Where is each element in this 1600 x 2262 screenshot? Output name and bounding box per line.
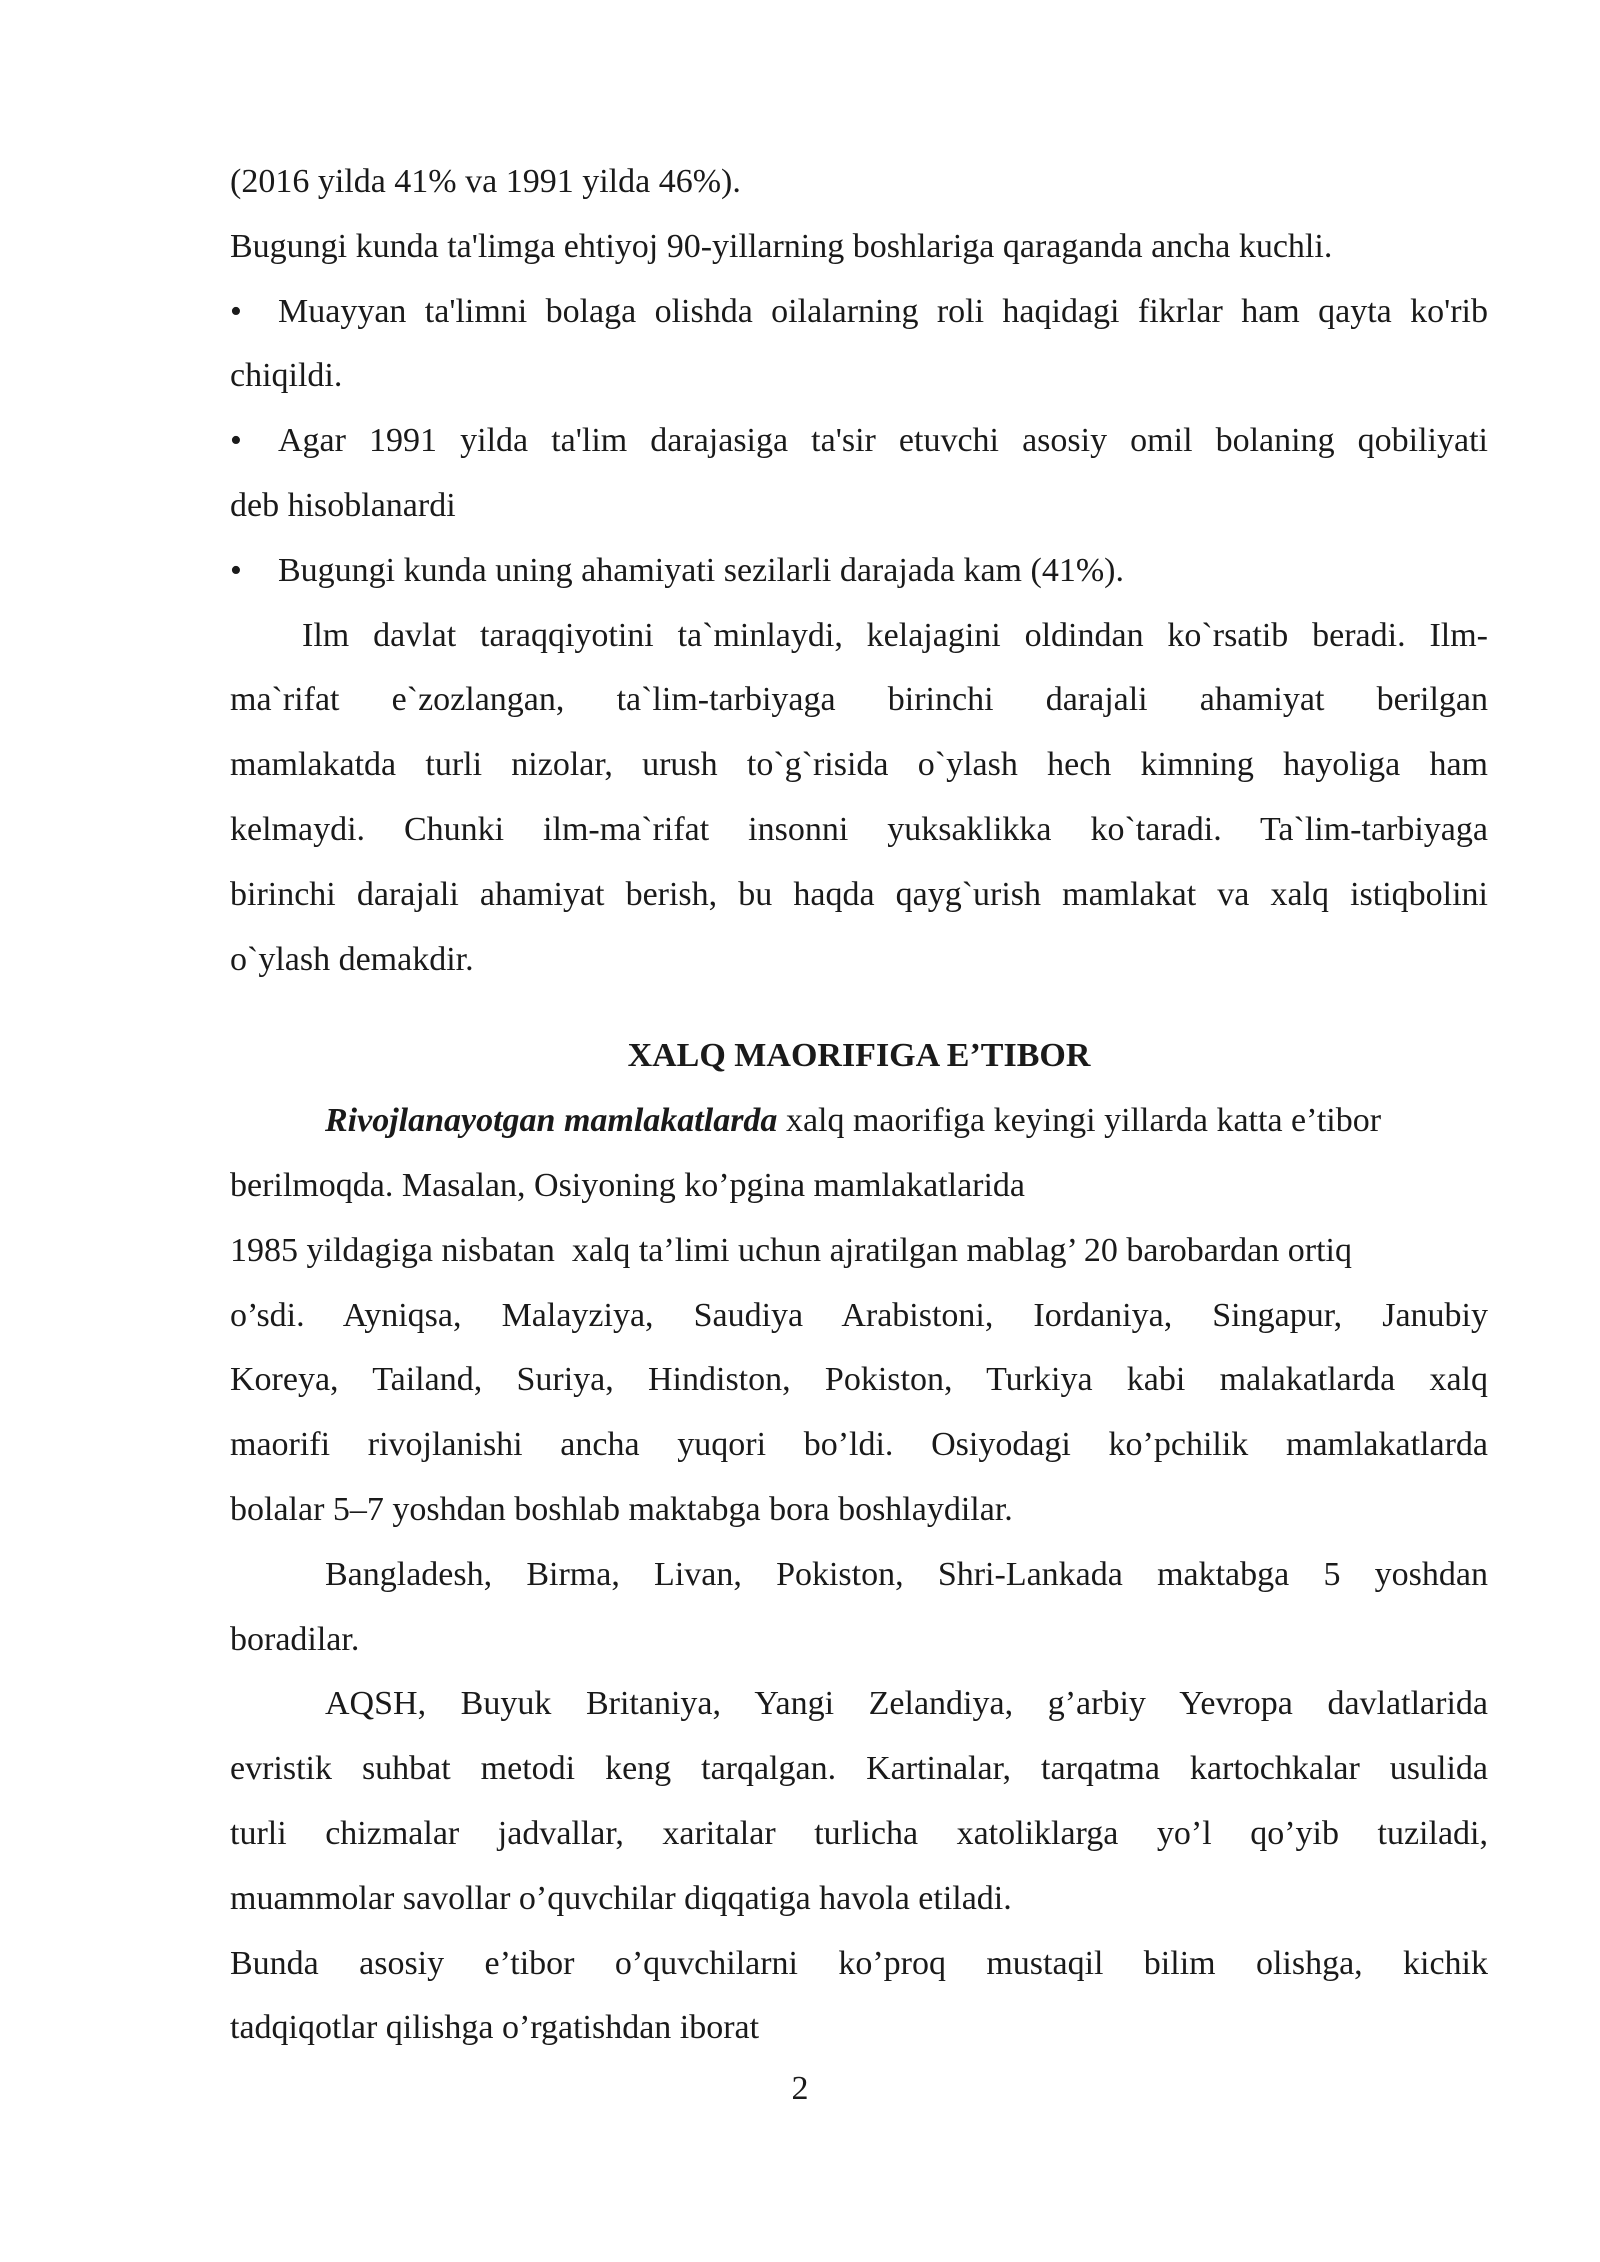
paragraph-line	[230, 1672, 1488, 1737]
section-heading: XALQ MAORIFIGA E’TIBOR	[627, 1037, 1091, 1075]
paragraph-line	[230, 1089, 1488, 1154]
paragraph-line	[230, 604, 1488, 669]
paragraph-line: berilmoqda. Masalan, Osiyoning ko’pgina mamlakatlarida	[230, 1166, 1026, 1204]
bullet-marker: •	[230, 292, 242, 330]
paragraph-line: birinchi darajali ahamiyat berish, bu haqda qayg`urish mamlakat va xalq istiqbolini	[230, 875, 1488, 913]
paragraph-line: turli chizmalar jadvallar, xaritalar turlicha xatoliklarga yo’l qo’yib tuziladi,	[230, 1814, 1488, 1852]
paragraph-line: muammolar savollar o’quvchilar diqqatiga havola etiladi.	[230, 1879, 1012, 1917]
text-line: chiqildi.	[230, 357, 343, 395]
bullet-marker: •	[230, 422, 242, 460]
bullet-text: Muayyan ta'limni bolaga olishda oilalarning roli haqidagi fikrlar ham qayta ko'rib	[278, 292, 1488, 330]
bullet-item	[230, 539, 1488, 604]
paragraph-line: boradilar.	[230, 1620, 360, 1658]
paragraph-text: Ilm davlat taraqqiyotini ta`minlaydi, kelajagini oldindan ko`rsatib beradi. Ilm-	[302, 616, 1488, 654]
paragraph-text: Bangladesh, Birma, Livan, Pokiston, Shri-Lankada maktabga 5 yoshdan	[325, 1555, 1488, 1593]
emphasis-text: Rivojlanayotgan mamlakatlarda	[325, 1102, 778, 1140]
paragraph-line: maorifi rivojlanishi ancha yuqori bo’ldi. Osiyodagi ko’pchilik mamlakatlarda	[230, 1426, 1488, 1464]
text-line: deb hisoblanardi	[230, 486, 456, 524]
paragraph-line: mamlakatda turli nizolar, urush to`g`risida o`ylash hech kimning hayoliga ham	[230, 746, 1488, 784]
bullet-item	[230, 409, 1488, 474]
paragraph-line	[230, 1543, 1488, 1608]
text-line: (2016 yilda 41% va 1991 yilda 46%).	[230, 163, 741, 200]
bullet-item	[230, 280, 1488, 345]
bullet-text: Agar 1991 yilda ta'lim darajasiga ta'sir etuvchi asosiy omil bolaning qobiliyati	[278, 422, 1488, 460]
paragraph-text: AQSH, Buyuk Britaniya, Yangi Zelandiya, g’arbiy Yevropa davlatlarida	[325, 1685, 1488, 1723]
paragraph-line: o’sdi. Ayniqsa, Malayziya, Saudiya Arabistoni, Iordaniya, Singapur, Janubiy	[230, 1296, 1488, 1334]
paragraph-text: xalq maorifiga keyingi yillarda katta e’tibor	[777, 1102, 1382, 1140]
page-number: 2	[791, 2070, 809, 2107]
paragraph-line: evristik suhbat metodi keng tarqalgan. Kartinalar, tarqatma kartochkalar usulida	[230, 1750, 1488, 1788]
paragraph-line: Koreya, Tailand, Suriya, Hindiston, Pokiston, Turkiya kabi malakatlarda xalq	[230, 1361, 1488, 1399]
paragraph-line: ma`rifat e`zozlangan, ta`lim-tarbiyaga birinchi darajali ahamiyat berilgan	[230, 681, 1488, 719]
paragraph-line: 1985 yildagiga nisbatan xalq ta’limi uchun ajratilgan mablag’ 20 barobardan ortiq	[230, 1231, 1352, 1269]
document-page	[230, 150, 1488, 2061]
paragraph-line: Bunda asosiy e’tibor o’quvchilarni ko’proq mustaqil bilim olishga, kichik	[230, 1944, 1488, 1982]
paragraph-line: kelmaydi. Chunki ilm-ma`rifat insonni yuksaklikka ko`taradi. Ta`lim-tarbiyaga	[230, 810, 1488, 848]
bullet-text: Bugungi kunda uning ahamiyati sezilarli darajada kam (41%).	[278, 551, 1124, 589]
paragraph-line: o`ylash demakdir.	[230, 940, 474, 978]
bullet-marker: •	[230, 551, 242, 589]
paragraph-line: tadqiqotlar qilishga o’rgatishdan iborat	[230, 2009, 760, 2047]
text-line: Bugungi kunda ta'limga ehtiyoj 90-yillarning boshlariga qaraganda ancha kuchli.	[230, 227, 1333, 265]
paragraph-line: bolalar 5–7 yoshdan boshlab maktabga bora boshlaydilar.	[230, 1490, 1013, 1528]
